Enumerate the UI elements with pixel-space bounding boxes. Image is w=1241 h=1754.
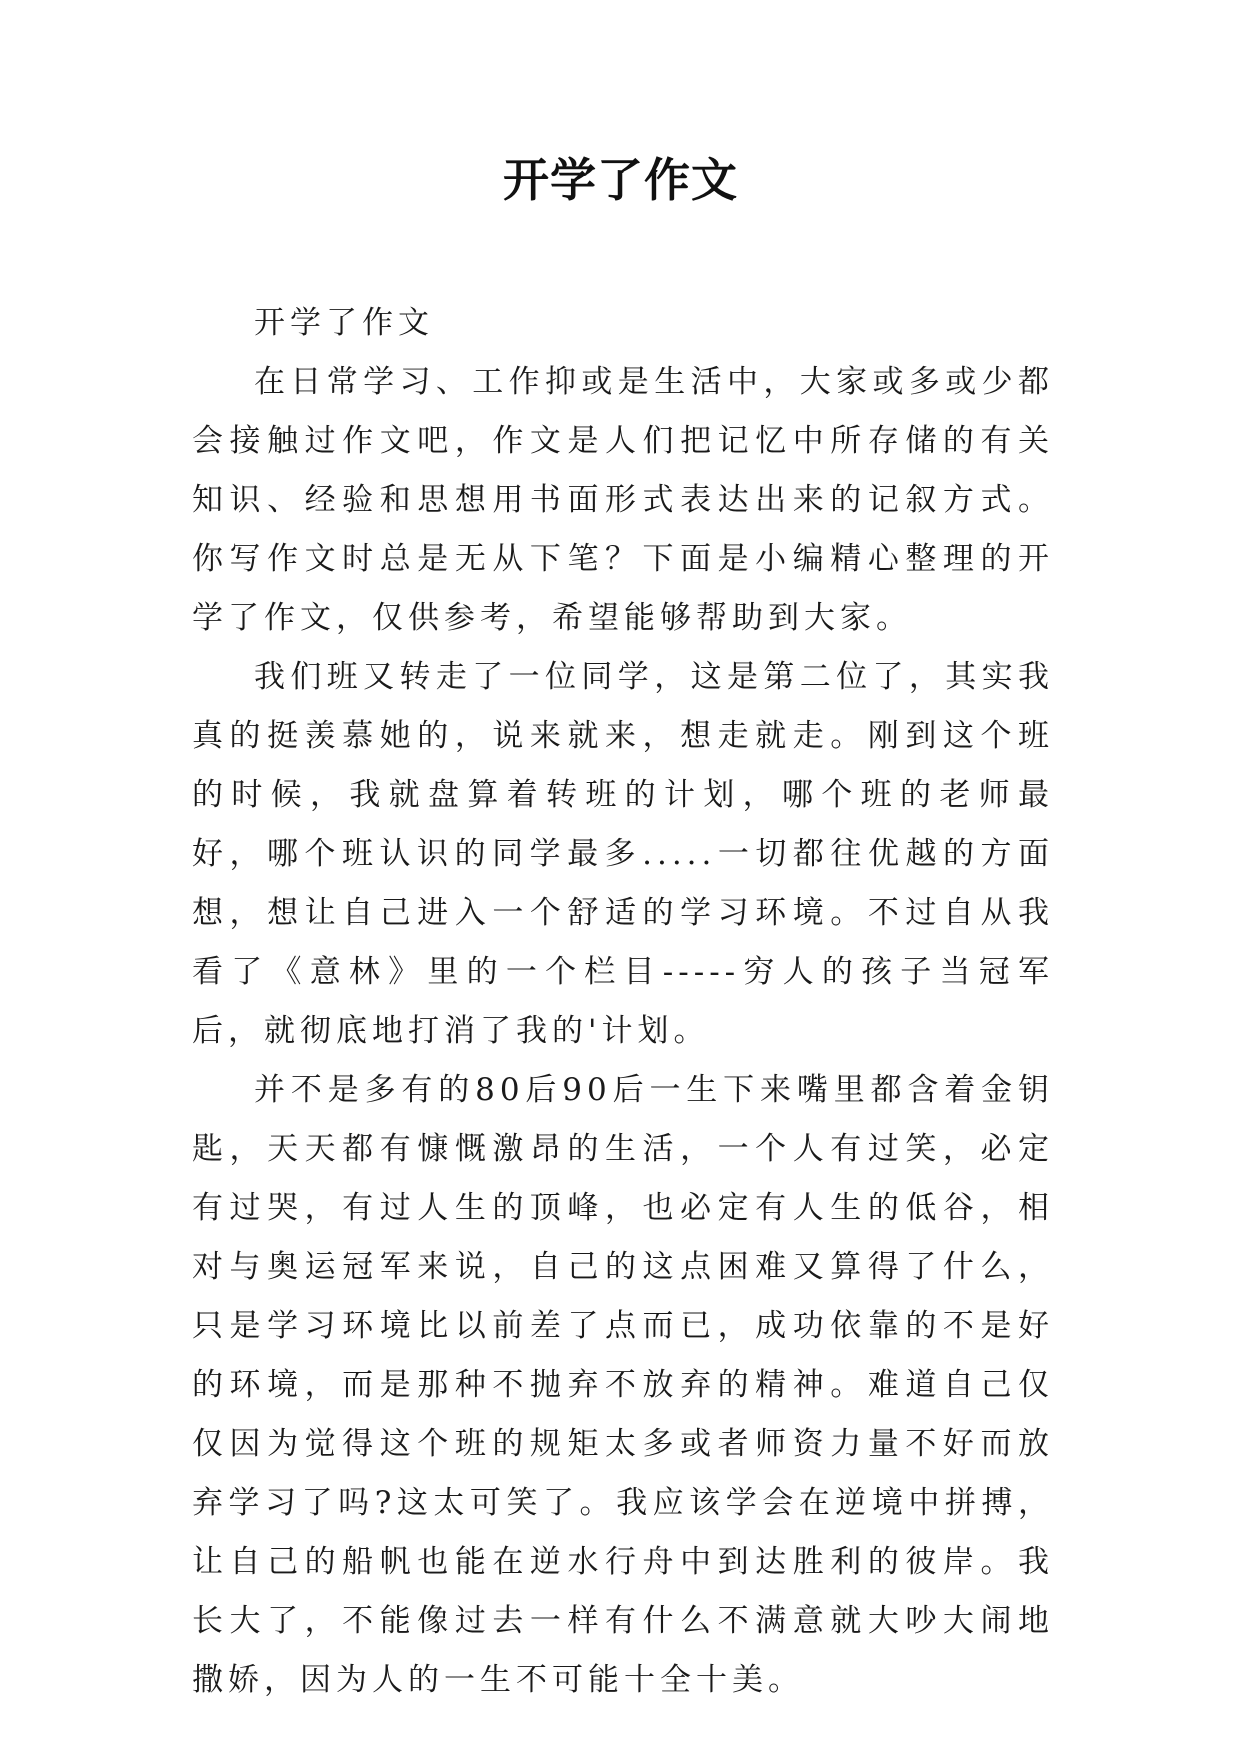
paragraph-reflection: 并不是多有的80后90后一生下来嘴里都含着金钥匙，天天都有慷慨激昂的生活，一个人有过笑，必定有过哭，有过人生的顶峰，也必定有人生的低谷，相对与奥运冠军来说，自己的这点困难又算得了什么，只是学习环境比以前差了点而已，成功依靠的不是好的环境，而是那种不抛弃不放弃的精神。难道自己仅仅因为觉得这个班的规矩太多或者师资力量不好而放弃学习了吗?这太可笑了。我应该学会在逆境中拼搏，让自己的船帆也能在逆水行舟中到达胜利的彼岸。我长大了，不能像过去一样有什么不满意就大吵大闹地撒娇，因为人的一生不可能十全十美。 (192, 1072, 1054, 1698)
document-body (192, 294, 1054, 1710)
document-title: 开学了作文 (503, 153, 738, 207)
paragraph-intro: 在日常学习、工作抑或是生活中，大家或多或少都会接触过作文吧，作文是人们把记忆中所存储的有关知识、经验和思想用书面形式表达出来的记叙方式。你写作文时总是无从下笔？下面是小编精心整理的开学了作文，仅供参考，希望能够帮助到大家。 (192, 364, 1054, 636)
paragraph-heading: 开学了作文 (254, 305, 434, 341)
paragraph-story: 我们班又转走了一位同学，这是第二位了，其实我真的挺羡慕她的，说来就来，想走就走。刚到这个班的时候，我就盘算着转班的计划，哪个班的老师最好，哪个班认识的同学最多.....一切都往优越的方面想，想让自己进入一个舒适的学习环境。不过自从我看了《意林》里的一个栏目-----穷人的孩子当冠军后，就彻底地打消了我的'计划。 (192, 659, 1054, 1049)
